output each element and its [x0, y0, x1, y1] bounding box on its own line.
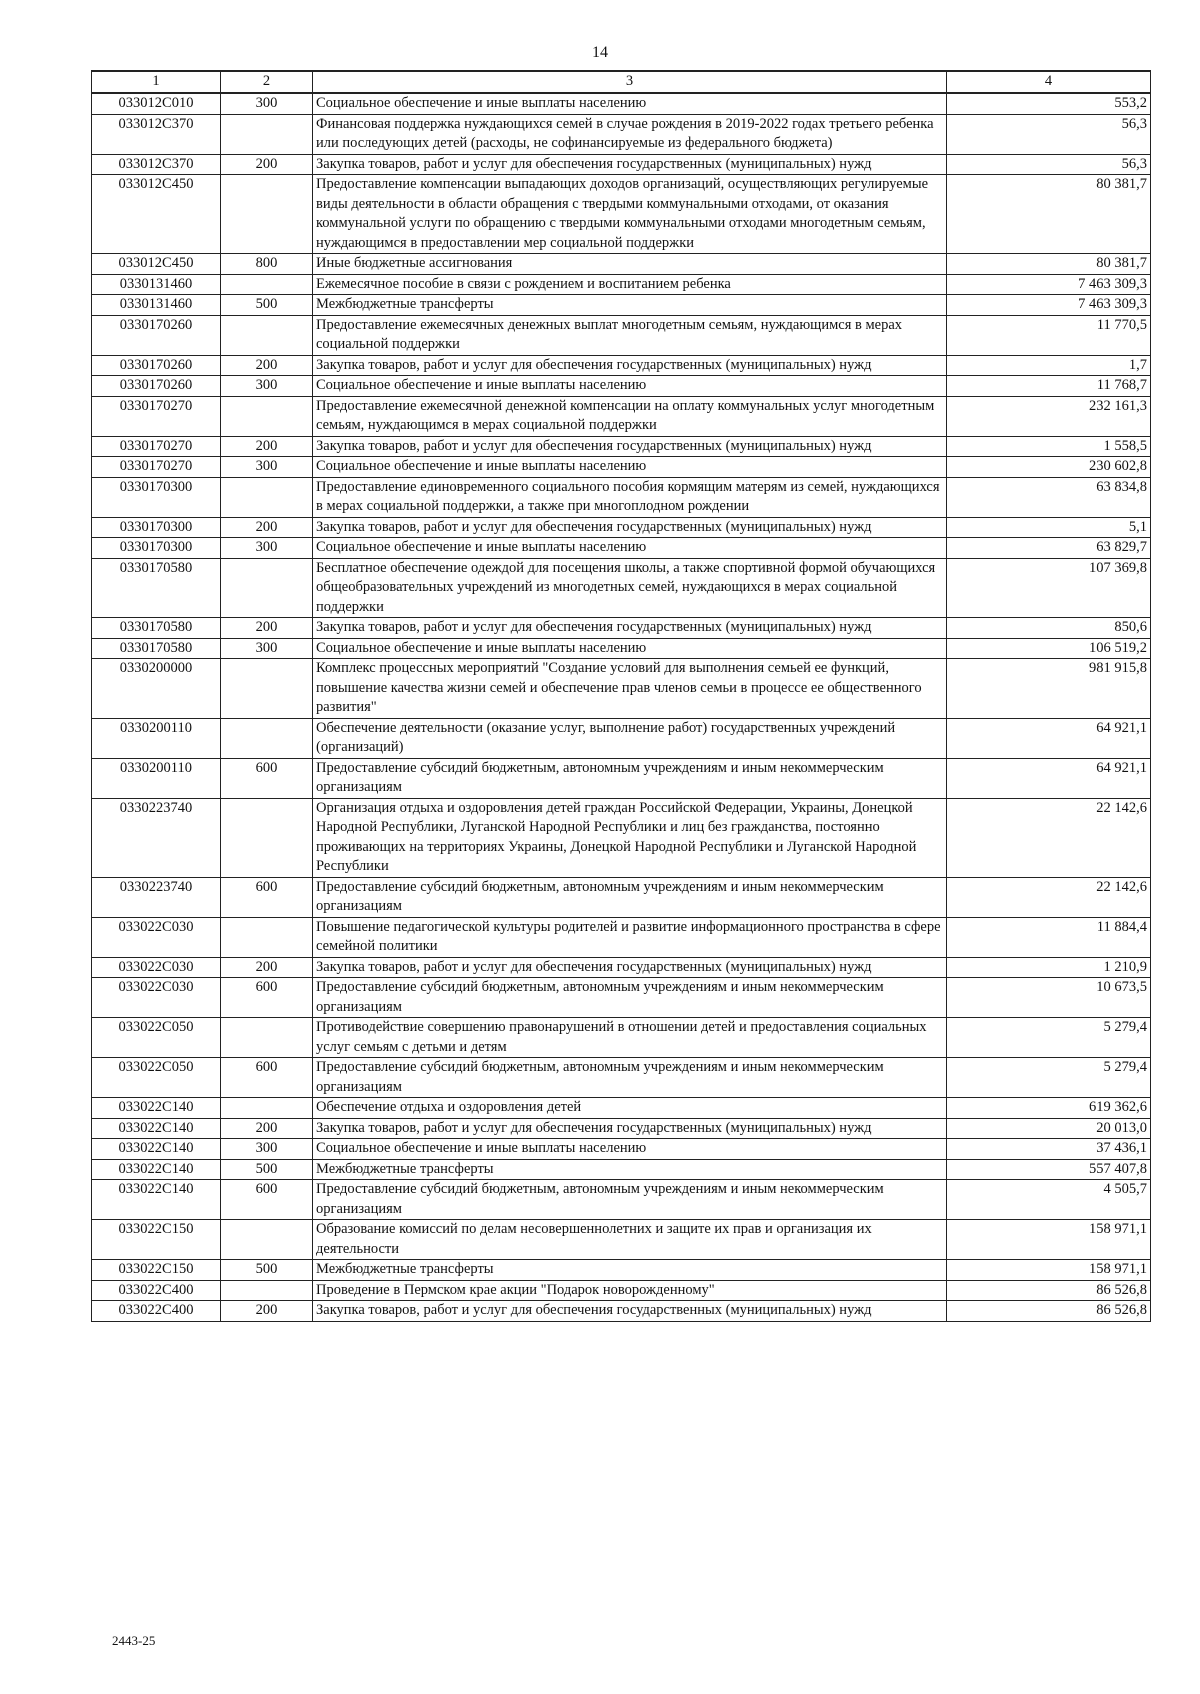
row-name-cell: Предоставление ежемесячной денежной компенсации на оплату коммунальных услуг многодетным семьям, нуждающимся в мерах социальной поддержки — [313, 396, 947, 436]
table-row — [92, 1058, 1151, 1098]
row-amount-cell: 158 971,1 — [947, 1220, 1151, 1260]
row-amount-cell: 10 673,5 — [947, 978, 1151, 1018]
table-row — [92, 154, 1151, 175]
row-code-cell: 033022С140 — [92, 1098, 221, 1119]
row-amount-cell: 11 770,5 — [947, 315, 1151, 355]
row-name-cell: Закупка товаров, работ и услуг для обеспечения государственных (муниципальных) нужд — [313, 436, 947, 457]
row-code-cell: 0330170270 — [92, 436, 221, 457]
table-row — [92, 1220, 1151, 1260]
row-amount-cell: 4 505,7 — [947, 1180, 1151, 1220]
row-type-cell — [221, 1098, 313, 1119]
row-type-cell — [221, 917, 313, 957]
row-amount-cell: 981 915,8 — [947, 659, 1151, 719]
table-row — [92, 917, 1151, 957]
table-row — [92, 638, 1151, 659]
column-header-3: 3 — [313, 71, 947, 93]
row-name-cell: Повышение педагогической культуры родителей и развитие информационного пространства в сфере семейной политики — [313, 917, 947, 957]
row-name-cell: Предоставление субсидий бюджетным, автономным учреждениям и иным некоммерческим организациям — [313, 877, 947, 917]
row-code-cell: 033022С050 — [92, 1018, 221, 1058]
table-row — [92, 978, 1151, 1018]
row-type-cell: 200 — [221, 1301, 313, 1322]
table-row — [92, 1301, 1151, 1322]
row-code-cell: 0330223740 — [92, 798, 221, 877]
row-code-cell: 0330170270 — [92, 396, 221, 436]
row-code-cell: 0330170270 — [92, 457, 221, 478]
footer-document-code: 2443-25 — [112, 1633, 156, 1648]
row-name-cell: Предоставление компенсации выпадающих доходов организаций, осуществляющих регулируемые виды деятельности в области обращения с твердыми коммунальными отходами, от оказания коммунальной услуги по обращению с твердыми коммунальными отходами многодетным семьям, нуждающимся в предоставлении мер социальной поддержки — [313, 175, 947, 254]
row-amount-cell: 5 279,4 — [947, 1058, 1151, 1098]
table-row — [92, 1118, 1151, 1139]
row-amount-cell: 553,2 — [947, 93, 1151, 114]
row-name-cell: Проведение в Пермском крае акции "Подарок новорожденному" — [313, 1280, 947, 1301]
row-name-cell: Организация отдыха и оздоровления детей граждан Российской Федерации, Украины, Донецкой Народной Республики, Луганской Народной Республики и лиц без гражданства, постоянно проживающих на территориях Украины, Донецкой Народной Республики и Луганской Народной Республики — [313, 798, 947, 877]
row-type-cell — [221, 718, 313, 758]
row-code-cell: 0330200000 — [92, 659, 221, 719]
row-code-cell: 0330170580 — [92, 618, 221, 639]
row-code-cell: 0330200110 — [92, 718, 221, 758]
row-type-cell — [221, 1220, 313, 1260]
row-amount-cell: 1 210,9 — [947, 957, 1151, 978]
row-code-cell: 033012С010 — [92, 93, 221, 114]
row-code-cell: 033012С450 — [92, 254, 221, 275]
table-row — [92, 274, 1151, 295]
row-name-cell: Закупка товаров, работ и услуг для обеспечения государственных (муниципальных) нужд — [313, 1118, 947, 1139]
row-name-cell: Противодействие совершению правонарушений в отношении детей и предоставления социальных услуг семьям с детьми и детям — [313, 1018, 947, 1058]
table-row — [92, 957, 1151, 978]
row-name-cell: Предоставление единовременного социального пособия кормящим матерям из семей, нуждающихся в мерах социальной поддержки, а также при многоплодном рождении — [313, 477, 947, 517]
row-name-cell: Обеспечение деятельности (оказание услуг, выполнение работ) государственных учреждений (организаций) — [313, 718, 947, 758]
row-name-cell: Закупка товаров, работ и услуг для обеспечения государственных (муниципальных) нужд — [313, 154, 947, 175]
table-row — [92, 315, 1151, 355]
budget-table — [91, 70, 1151, 1322]
row-name-cell: Образование комиссий по делам несовершеннолетних и защите их прав и организация их деятельности — [313, 1220, 947, 1260]
row-name-cell: Предоставление субсидий бюджетным, автономным учреждениям и иным некоммерческим организациям — [313, 1058, 947, 1098]
row-name-cell: Предоставление субсидий бюджетным, автономным учреждениям и иным некоммерческим организациям — [313, 978, 947, 1018]
table-row — [92, 457, 1151, 478]
table-row — [92, 175, 1151, 254]
row-code-cell: 033022С140 — [92, 1159, 221, 1180]
row-name-cell: Социальное обеспечение и иные выплаты населению — [313, 457, 947, 478]
row-type-cell — [221, 175, 313, 254]
row-type-cell: 600 — [221, 877, 313, 917]
row-name-cell: Закупка товаров, работ и услуг для обеспечения государственных (муниципальных) нужд — [313, 1301, 947, 1322]
row-amount-cell: 11 884,4 — [947, 917, 1151, 957]
row-amount-cell: 557 407,8 — [947, 1159, 1151, 1180]
row-amount-cell: 22 142,6 — [947, 798, 1151, 877]
row-type-cell — [221, 315, 313, 355]
row-code-cell: 033022С050 — [92, 1058, 221, 1098]
row-type-cell: 300 — [221, 93, 313, 114]
row-type-cell — [221, 659, 313, 719]
row-type-cell: 600 — [221, 758, 313, 798]
table-row — [92, 718, 1151, 758]
row-code-cell: 033022С140 — [92, 1139, 221, 1160]
row-code-cell: 033022С030 — [92, 957, 221, 978]
row-name-cell: Социальное обеспечение и иные выплаты населению — [313, 638, 947, 659]
row-amount-cell: 56,3 — [947, 114, 1151, 154]
table-row — [92, 396, 1151, 436]
row-type-cell: 300 — [221, 538, 313, 559]
row-type-cell: 600 — [221, 1058, 313, 1098]
row-amount-cell: 5 279,4 — [947, 1018, 1151, 1058]
row-name-cell: Закупка товаров, работ и услуг для обеспечения государственных (муниципальных) нужд — [313, 517, 947, 538]
table-row — [92, 1018, 1151, 1058]
table-row — [92, 355, 1151, 376]
row-name-cell: Социальное обеспечение и иные выплаты населению — [313, 376, 947, 397]
row-code-cell: 033022С140 — [92, 1118, 221, 1139]
table-row — [92, 114, 1151, 154]
row-type-cell: 200 — [221, 1118, 313, 1139]
table-row — [92, 618, 1151, 639]
row-type-cell — [221, 396, 313, 436]
row-amount-cell: 64 921,1 — [947, 758, 1151, 798]
table-row — [92, 1280, 1151, 1301]
row-code-cell: 033022С150 — [92, 1220, 221, 1260]
table-body — [92, 93, 1151, 1321]
row-amount-cell: 106 519,2 — [947, 638, 1151, 659]
table-row — [92, 436, 1151, 457]
row-name-cell: Иные бюджетные ассигнования — [313, 254, 947, 275]
column-header-1: 1 — [92, 71, 221, 93]
row-name-cell: Предоставление субсидий бюджетным, автономным учреждениям и иным некоммерческим организациям — [313, 1180, 947, 1220]
row-amount-cell: 230 602,8 — [947, 457, 1151, 478]
row-type-cell: 200 — [221, 517, 313, 538]
table-row — [92, 295, 1151, 316]
table-row — [92, 477, 1151, 517]
row-code-cell: 033022С400 — [92, 1301, 221, 1322]
table-row — [92, 659, 1151, 719]
row-amount-cell: 232 161,3 — [947, 396, 1151, 436]
row-amount-cell: 1,7 — [947, 355, 1151, 376]
row-amount-cell: 7 463 309,3 — [947, 274, 1151, 295]
row-name-cell: Межбюджетные трансферты — [313, 1260, 947, 1281]
table-row — [92, 558, 1151, 618]
row-code-cell: 033022С030 — [92, 978, 221, 1018]
row-type-cell: 500 — [221, 1260, 313, 1281]
row-type-cell: 200 — [221, 957, 313, 978]
row-name-cell: Обеспечение отдыха и оздоровления детей — [313, 1098, 947, 1119]
row-code-cell: 033012С370 — [92, 154, 221, 175]
row-name-cell: Социальное обеспечение и иные выплаты населению — [313, 1139, 947, 1160]
row-code-cell: 0330170300 — [92, 538, 221, 559]
row-amount-cell: 80 381,7 — [947, 175, 1151, 254]
row-code-cell: 0330131460 — [92, 274, 221, 295]
row-amount-cell: 7 463 309,3 — [947, 295, 1151, 316]
row-type-cell: 200 — [221, 618, 313, 639]
row-type-cell — [221, 1018, 313, 1058]
row-code-cell: 0330170300 — [92, 517, 221, 538]
row-name-cell: Комплекс процессных мероприятий "Создание условий для выполнения семьей ее функций, повышение качества жизни семей и обеспечение прав членов семьи в процессе ее общественного развития" — [313, 659, 947, 719]
row-amount-cell: 22 142,6 — [947, 877, 1151, 917]
row-type-cell: 600 — [221, 978, 313, 1018]
table-row — [92, 517, 1151, 538]
table-row — [92, 538, 1151, 559]
row-type-cell: 500 — [221, 295, 313, 316]
table-row — [92, 1098, 1151, 1119]
row-amount-cell: 86 526,8 — [947, 1280, 1151, 1301]
table-row — [92, 877, 1151, 917]
row-code-cell: 0330170260 — [92, 355, 221, 376]
row-type-cell: 500 — [221, 1159, 313, 1180]
row-type-cell: 300 — [221, 638, 313, 659]
table-row — [92, 376, 1151, 397]
row-amount-cell: 1 558,5 — [947, 436, 1151, 457]
row-code-cell: 033012С370 — [92, 114, 221, 154]
row-name-cell: Социальное обеспечение и иные выплаты населению — [313, 93, 947, 114]
row-type-cell — [221, 1280, 313, 1301]
table-row — [92, 1159, 1151, 1180]
row-name-cell: Ежемесячное пособие в связи с рождением и воспитанием ребенка — [313, 274, 947, 295]
row-amount-cell: 56,3 — [947, 154, 1151, 175]
row-code-cell: 033012С450 — [92, 175, 221, 254]
row-amount-cell: 63 829,7 — [947, 538, 1151, 559]
page-number: 14 — [592, 44, 608, 61]
row-code-cell: 0330170580 — [92, 638, 221, 659]
row-amount-cell: 64 921,1 — [947, 718, 1151, 758]
row-name-cell: Социальное обеспечение и иные выплаты населению — [313, 538, 947, 559]
table-row — [92, 798, 1151, 877]
row-type-cell: 200 — [221, 154, 313, 175]
row-code-cell: 0330170260 — [92, 376, 221, 397]
row-amount-cell: 158 971,1 — [947, 1260, 1151, 1281]
row-type-cell — [221, 558, 313, 618]
row-code-cell: 0330131460 — [92, 295, 221, 316]
row-amount-cell: 107 369,8 — [947, 558, 1151, 618]
row-name-cell: Бесплатное обеспечение одеждой для посещения школы, а также спортивной формой обучающихся общеобразовательных учреждений из многодетных семей, нуждающихся в мерах социальной поддержки — [313, 558, 947, 618]
row-amount-cell: 37 436,1 — [947, 1139, 1151, 1160]
table-row — [92, 1139, 1151, 1160]
row-amount-cell: 86 526,8 — [947, 1301, 1151, 1322]
row-type-cell: 300 — [221, 457, 313, 478]
row-type-cell: 200 — [221, 436, 313, 457]
row-code-cell: 033022С400 — [92, 1280, 221, 1301]
table-row — [92, 93, 1151, 114]
row-type-cell — [221, 114, 313, 154]
table-header — [92, 71, 1151, 93]
row-type-cell — [221, 477, 313, 517]
row-amount-cell: 80 381,7 — [947, 254, 1151, 275]
row-amount-cell: 20 013,0 — [947, 1118, 1151, 1139]
row-amount-cell: 619 362,6 — [947, 1098, 1151, 1119]
row-code-cell: 0330170260 — [92, 315, 221, 355]
row-code-cell: 0330223740 — [92, 877, 221, 917]
row-type-cell — [221, 798, 313, 877]
row-amount-cell: 850,6 — [947, 618, 1151, 639]
row-code-cell: 0330170580 — [92, 558, 221, 618]
table-row — [92, 758, 1151, 798]
column-header-4: 4 — [947, 71, 1151, 93]
row-type-cell: 800 — [221, 254, 313, 275]
row-name-cell: Закупка товаров, работ и услуг для обеспечения государственных (муниципальных) нужд — [313, 355, 947, 376]
row-amount-cell: 5,1 — [947, 517, 1151, 538]
table-row — [92, 1180, 1151, 1220]
table-row — [92, 254, 1151, 275]
row-name-cell: Финансовая поддержка нуждающихся семей в случае рождения в 2019-2022 годах третьего ребенка или последующих детей (расходы, не софинансируемые из федерального бюджета) — [313, 114, 947, 154]
row-type-cell: 300 — [221, 1139, 313, 1160]
row-type-cell: 300 — [221, 376, 313, 397]
row-code-cell: 033022С140 — [92, 1180, 221, 1220]
row-code-cell: 0330200110 — [92, 758, 221, 798]
row-type-cell: 200 — [221, 355, 313, 376]
column-header-2: 2 — [221, 71, 313, 93]
row-name-cell: Предоставление субсидий бюджетным, автономным учреждениям и иным некоммерческим организациям — [313, 758, 947, 798]
row-name-cell: Межбюджетные трансферты — [313, 295, 947, 316]
row-amount-cell: 11 768,7 — [947, 376, 1151, 397]
row-type-cell — [221, 274, 313, 295]
row-code-cell: 033022С150 — [92, 1260, 221, 1281]
row-code-cell: 033022С030 — [92, 917, 221, 957]
table-row — [92, 1260, 1151, 1281]
row-amount-cell: 63 834,8 — [947, 477, 1151, 517]
row-name-cell: Закупка товаров, работ и услуг для обеспечения государственных (муниципальных) нужд — [313, 618, 947, 639]
row-name-cell: Предоставление ежемесячных денежных выплат многодетным семьям, нуждающимся в мерах социальной поддержки — [313, 315, 947, 355]
row-type-cell: 600 — [221, 1180, 313, 1220]
row-code-cell: 0330170300 — [92, 477, 221, 517]
row-name-cell: Закупка товаров, работ и услуг для обеспечения государственных (муниципальных) нужд — [313, 957, 947, 978]
row-name-cell: Межбюджетные трансферты — [313, 1159, 947, 1180]
